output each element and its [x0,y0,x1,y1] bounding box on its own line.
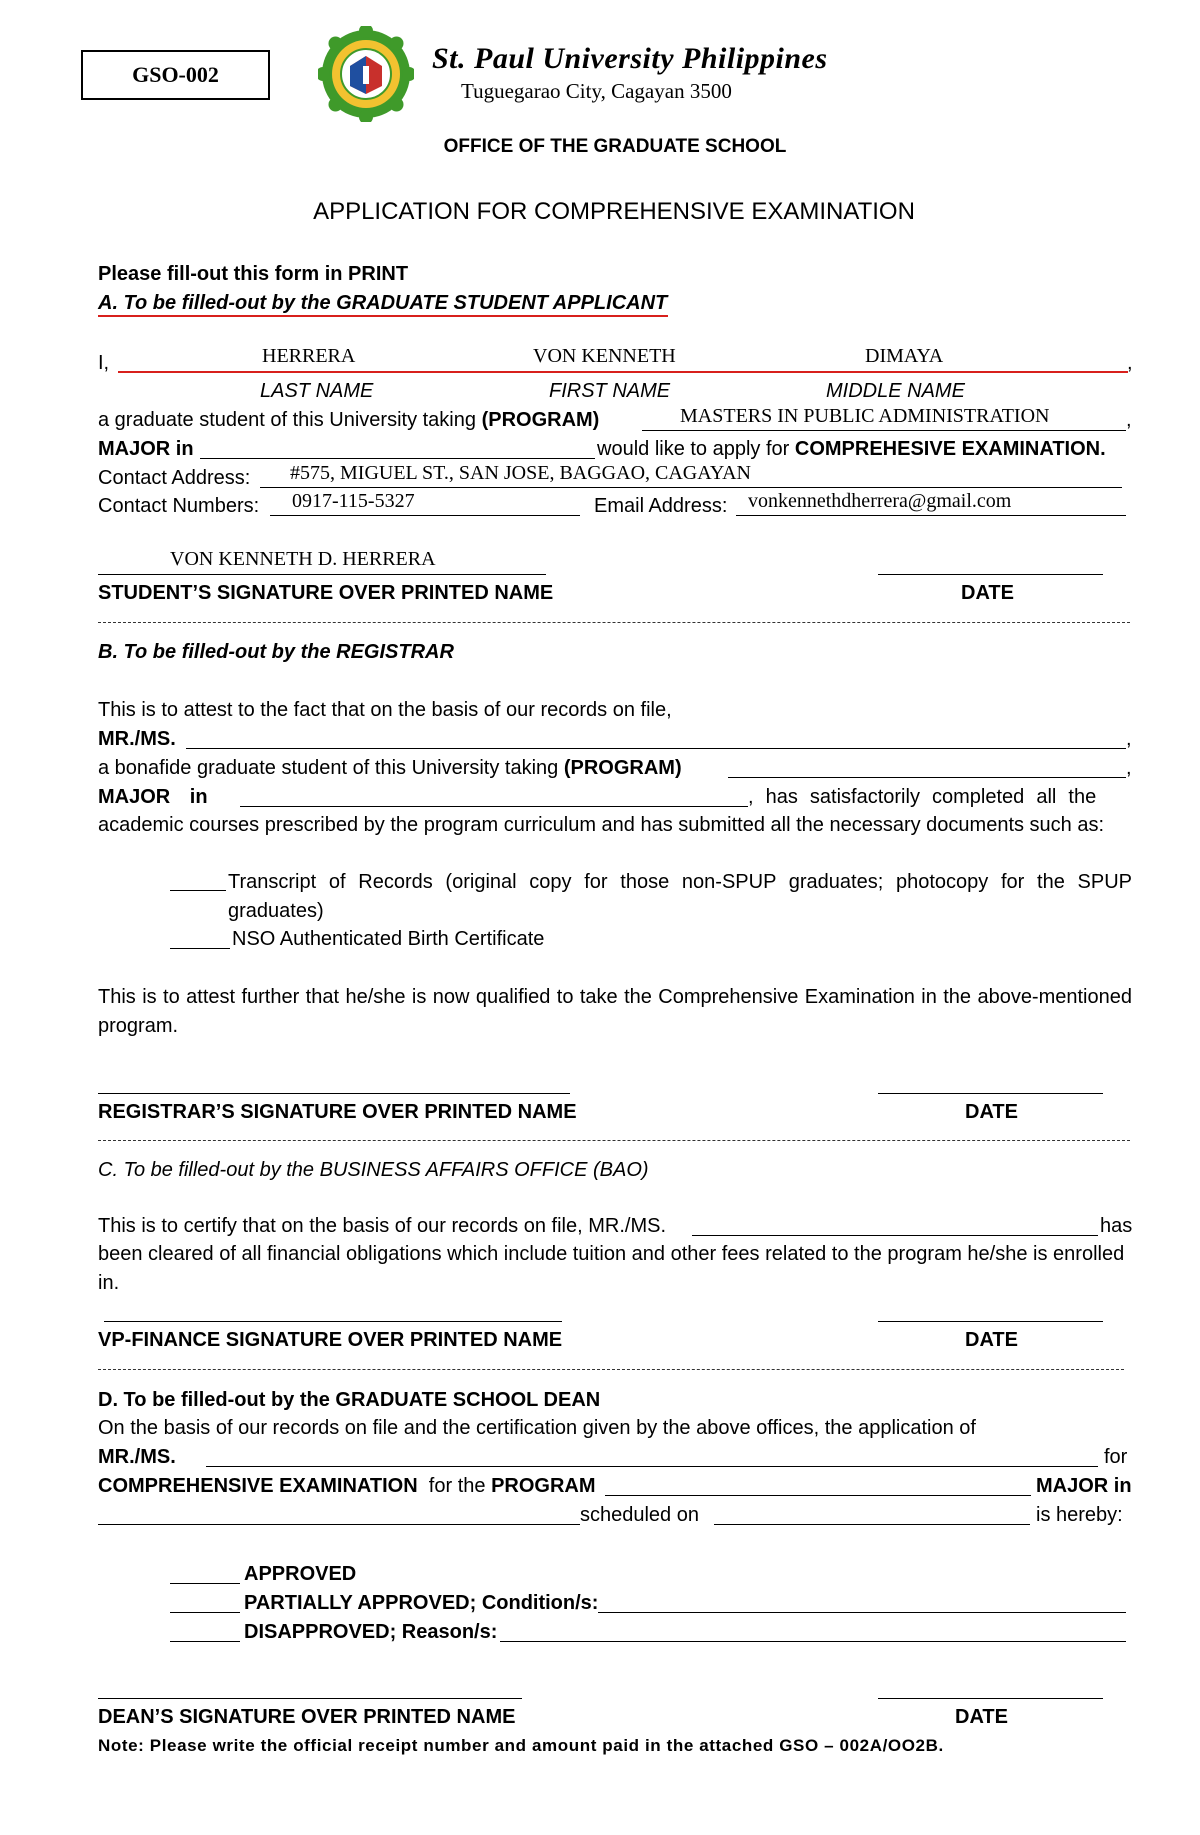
disapproved-checkline[interactable] [170,1641,240,1642]
partially-checkline[interactable] [170,1612,240,1613]
vp-finance-date-caption: DATE [965,1329,1018,1351]
i-label: I, [98,352,110,374]
contact-address-line [260,487,1122,488]
student-date-caption: DATE [961,582,1014,604]
dean-mrms: MR./MS. [98,1446,176,1468]
print-instruction: Please fill-out this form in PRINT [98,263,409,285]
registrar-major-label: MAJOR in [98,786,208,808]
dean-date-line[interactable] [878,1698,1103,1699]
has-text: has [1100,1215,1133,1237]
registrar-date-line[interactable] [878,1093,1103,1094]
contact-address-label: Contact Address: [98,467,251,489]
email-value[interactable]: vonkennethdherrera@gmail.com [748,490,1012,512]
dean-program-label: PROGRAM [491,1475,596,1497]
academic-text: academic courses prescribed by the program curriculum and has submitted all the necessary documents such as: [98,814,1105,836]
university-name: St. Paul University Philippines [432,42,828,75]
contact-numbers-label: Contact Numbers: [98,495,260,517]
contact-numbers-value[interactable]: 0917-115-5327 [292,490,415,512]
registrar-signature-caption: REGISTRAR’S SIGNATURE OVER PRINTED NAME [98,1101,577,1123]
divider-b-c [98,1140,1130,1141]
approved-option: APPROVED [244,1563,357,1585]
last-name-value[interactable]: HERRERA [262,345,356,367]
divider-c-d [98,1369,1124,1370]
approved-checkline[interactable] [170,1583,240,1584]
apply-line [597,437,1106,461]
doc2-text: NSO Authenticated Birth Certificate [232,928,545,950]
student-signature-line [98,574,546,575]
university-seal-logo [318,26,414,122]
dean-program-line[interactable] [605,1495,1031,1496]
registrar-name-comma: , [1126,728,1132,750]
last-name-label: LAST NAME [260,380,374,402]
attest-further-text: This is to attest further that he/she is now qualified to take the Comprehensive Examination in the above-mentioned program. [98,986,1132,1037]
bonafide-line [98,756,682,780]
certify-text: This is to certify that on the basis of our records on file, MR./MS. [98,1215,666,1237]
form-code: GSO-002 [132,62,219,87]
student-line-text: a graduate student of this University taking [98,409,476,431]
dean-signature-line[interactable] [98,1698,522,1699]
student-signature-caption: STUDENT’S SIGNATURE OVER PRINTED NAME [98,582,554,604]
first-name-label: FIRST NAME [549,380,671,402]
divider-a-b [98,622,1130,623]
name-comma: , [1127,352,1133,374]
dean-major-line[interactable] [98,1524,580,1525]
email-label: Email Address: [594,495,728,517]
attest-line: This is to attest to the fact that on the basis of our records on file, [98,699,672,721]
hereby-text: is hereby: [1036,1504,1123,1526]
dean-major-label: MAJOR in [1036,1475,1132,1497]
form-title: APPLICATION FOR COMPREHENSIVE EXAMINATION [313,198,915,225]
student-line [98,408,599,432]
disapproved-option: DISAPPROVED; Reason/s: [244,1621,498,1643]
program-line [642,430,1126,431]
scheduled-on-text: scheduled on [580,1504,699,1526]
major-input-line[interactable] [200,458,595,459]
contact-numbers-line [270,515,580,516]
dean-basis-text: On the basis of our records on file and the certification given by the above offices, the application of [98,1417,976,1439]
apply-exam-text: COMPREHESIVE EXAMINATION. [794,438,1106,460]
bao-name-line[interactable] [692,1235,1098,1236]
doc2-checkline[interactable] [170,948,230,949]
dean-for-program: for the [428,1475,486,1497]
condition-line[interactable] [598,1612,1126,1613]
program-label: (PROGRAM) [481,409,600,431]
section-d-heading: D. To be filled-out by the GRADUATE SCHOOL DEAN [98,1389,601,1411]
university-address: Tuguegarao City, Cagayan 3500 [461,79,732,103]
section-a-heading: A. To be filled-out by the GRADUATE STUDENT APPLICANT [98,292,668,314]
registrar-signature-line[interactable] [98,1093,570,1094]
dean-date-caption: DATE [955,1706,1008,1728]
registrar-mrms: MR./MS. [98,728,176,750]
dean-signature-caption: DEAN’S SIGNATURE OVER PRINTED NAME [98,1706,516,1728]
partially-approved-option: PARTIALLY APPROVED; Condition/s: [244,1592,599,1614]
registrar-major-line[interactable] [240,806,748,807]
first-name-value[interactable]: VON KENNETH [533,345,676,367]
vp-finance-signature-caption: VP-FINANCE SIGNATURE OVER PRINTED NAME [98,1329,563,1351]
doc1-text: Transcript of Records (original copy for those non-SPUP graduates; photocopy for the SPUP graduates) [228,871,1132,922]
registrar-name-line[interactable] [186,748,1126,749]
registrar-program-line[interactable] [728,777,1126,778]
registrar-program-label: (PROGRAM) [563,757,682,779]
student-signature-name[interactable]: VON KENNETH D. HERRERA [170,548,436,570]
registrar-program-comma: , [1126,757,1132,779]
registrar-date-caption: DATE [965,1101,1018,1123]
cleared-text: been cleared of all financial obligations which include tuition and other fees related to the program he/she is enrolled in. [98,1243,1125,1294]
student-date-line[interactable] [878,574,1103,575]
section-c-heading: C. To be filled-out by the BUSINESS AFFAIRS OFFICE (BAO) [98,1159,649,1181]
dean-comp-exam: COMPREHENSIVE EXAMINATION [98,1475,418,1497]
name-underline [118,371,1128,373]
vp-finance-signature-line[interactable] [104,1321,562,1322]
doc1-checkline[interactable] [170,890,226,891]
dean-exam-line [98,1474,596,1498]
contact-address-value[interactable]: #575, MIGUEL ST., SAN JOSE, BAGGAO, CAGAYAN [290,462,751,484]
section-a-heading-underline [98,315,668,317]
form-code-box [81,50,270,100]
major-label: MAJOR in [98,438,194,460]
program-comma: , [1126,409,1132,431]
reason-line[interactable] [500,1641,1126,1642]
scheduled-date-line[interactable] [714,1524,1030,1525]
middle-name-value[interactable]: DIMAYA [865,345,944,367]
office-title: OFFICE OF THE GRADUATE SCHOOL [443,136,787,157]
dean-name-line[interactable] [206,1466,1098,1467]
footer-note: Note: Please write the official receipt number and amount paid in the attached GSO – 002A/OO2B. [98,1736,944,1755]
vp-finance-date-line[interactable] [878,1321,1103,1322]
completed-text: , has satisfactorily completed all the [748,786,1097,808]
program-value[interactable]: MASTERS IN PUBLIC ADMINISTRATION [680,405,1050,427]
email-line [736,515,1126,516]
section-b-heading: B. To be filled-out by the REGISTRAR [98,641,454,663]
apply-text: would like to apply for [597,438,790,460]
middle-name-label: MIDDLE NAME [826,380,965,402]
bonafide-text: a bonafide graduate student of this University taking [98,757,559,779]
dean-for-text: for [1104,1446,1128,1468]
